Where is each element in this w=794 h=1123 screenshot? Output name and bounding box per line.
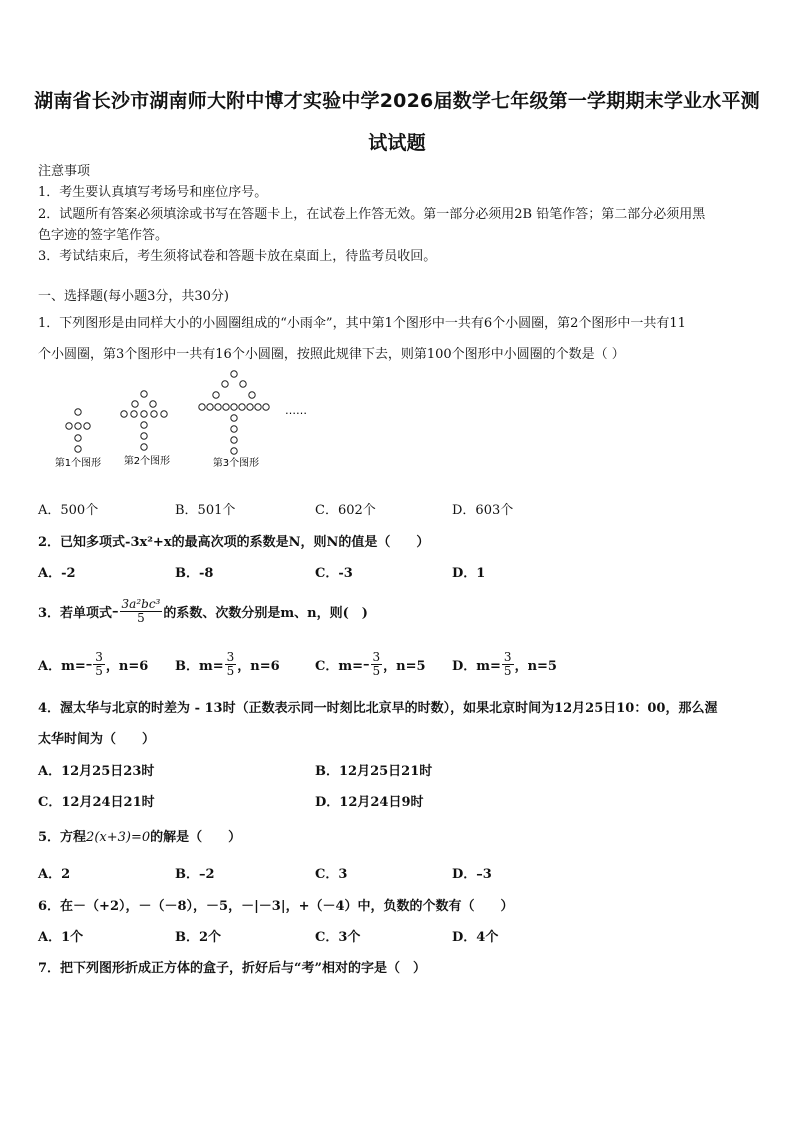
q5-option-d: D．–3 [452, 867, 492, 882]
q3-option-b-den: 5 [226, 663, 235, 678]
q3-option-c-fraction [371, 651, 383, 677]
q2-option-c: C．-3 [315, 566, 353, 581]
q4-stem-line2: 太华时间为（ ） [38, 732, 156, 747]
q1-option-c: C．602个 [315, 503, 376, 518]
q2-option-d: D．1 [452, 566, 486, 581]
q3-option-a-den: 5 [95, 663, 103, 678]
q1-stem-line1: 1．下列图形是由同样大小的小圆圈组成的“小雨伞”，其中第1个图形中一共有6个小圆圈，第2个图形中一共有11 [38, 316, 686, 331]
q4-option-d: D．12月24日9时 [315, 795, 424, 810]
q5-suffix: 的解是（ ） [150, 830, 242, 845]
exam-title-line1: 湖南省长沙市湖南师大附中博才实验中学2026届数学七年级第一学期期末学业水平测 [34, 90, 760, 112]
q5-stem [38, 826, 241, 845]
q5-option-c: C．3 [315, 867, 348, 882]
q2-stem: 2．已知多项式-3x²+x的最高次项的系数是N，则N的值是（ ） [38, 535, 430, 550]
figure-label-1: 第1个图形 [54, 458, 102, 469]
q1-option-d: D．603个 [452, 503, 514, 518]
q3-minus: – [112, 603, 119, 619]
q1-stem-line2: 个小圆圈，第3个图形中一共有16个小圆圈，按照此规律下去，则第100个图形中小圆圈的个数是（ ） [38, 347, 625, 362]
q3-option-c [315, 651, 426, 677]
q3-option-c-rest: ，n=5 [383, 658, 426, 674]
q3-option-a [38, 651, 148, 677]
q3-frac-numerator: 3a²bc³ [121, 597, 161, 611]
q5-equation: 2(x+3)=0 [86, 830, 151, 845]
q6-stem: 6．在－（+2），－（－8），－5，－|－3|，+（－4）中，负数的个数有（ ） [38, 899, 514, 914]
q3-option-b-fraction [225, 651, 237, 677]
umbrella-figures [40, 365, 340, 475]
notice-item-1: 1．考生要认真填写考场号和座位序号。 [38, 185, 268, 200]
q3-option-b-label: B．m= [175, 658, 224, 674]
q6-option-a: A．1个 [38, 930, 84, 945]
figure-label-2: 第2个图形 [123, 456, 171, 467]
q3-suffix: 的系数、次数分别是m、n，则( ) [163, 605, 368, 621]
section-heading: 一、选择题(每小题3分，共30分) [38, 289, 229, 304]
notice-item-2-cont: 色字迹的签字笔作答。 [38, 228, 169, 243]
q3-option-b-rest: ，n=6 [237, 658, 280, 674]
exam-title-line2: 试试题 [368, 132, 426, 154]
q5-option-a: A．2 [38, 867, 71, 882]
q2-option-b: B．-8 [175, 566, 214, 581]
q1-option-b: B．501个 [175, 503, 236, 518]
q5-prefix: 5．方程 [38, 830, 87, 845]
q3-option-a-sign: – [85, 656, 93, 672]
q4-option-c: C．12月24日21时 [38, 795, 155, 810]
q3-option-d-num: 3 [503, 650, 512, 664]
q3-option-c-num: 3 [372, 650, 381, 664]
q3-frac-denominator: 5 [137, 610, 145, 625]
q6-option-d: D．4个 [452, 930, 499, 945]
q3-option-c-sign: – [363, 656, 370, 672]
notice-item-3: 3．考试结束后，考生须将试卷和答题卡放在桌面上，待监考员收回。 [38, 249, 437, 264]
q3-option-a-rest: ，n=6 [105, 658, 149, 674]
q4-option-b: B．12月25日21时 [315, 764, 433, 779]
q3-option-d-den: 5 [503, 663, 512, 678]
q3-option-d-rest: ，n=5 [514, 658, 557, 674]
q3-prefix: 3．若单项式 [38, 605, 113, 621]
q3-option-c-den: 5 [372, 663, 381, 678]
q6-option-b: B．2个 [175, 930, 222, 945]
q3-option-d-fraction [502, 651, 514, 677]
q3-option-a-fraction [93, 651, 105, 677]
q4-option-a: A．12月25日23时 [38, 764, 155, 779]
q3-stem [38, 598, 368, 624]
q3-option-a-label: A．m= [38, 658, 86, 674]
q5-option-b: B．–2 [175, 867, 215, 882]
q3-option-b [175, 651, 280, 677]
q1-option-a: A．500个 [38, 503, 99, 518]
q3-option-c-label: C．m= [315, 658, 363, 674]
q3-monomial-fraction [120, 598, 163, 624]
q3-option-a-num: 3 [95, 650, 103, 664]
q3-option-d [452, 651, 557, 677]
notice-item-2: 2．试题所有答案必须填涂或书写在答题卡上，在试卷上作答无效。第一部分必须用2B 铅笔作答；第二部分必须用黑 [38, 207, 706, 222]
notice-heading: 注意事项 [38, 164, 91, 179]
q4-stem-line1: 4．渥太华与北京的时差为 - 13时（正数表示同一时刻比北京早的时数），如果北京时间为12月25日10：00，那么渥 [38, 701, 718, 716]
q2-option-a: A．-2 [38, 566, 76, 581]
q3-option-b-num: 3 [226, 650, 235, 664]
q6-option-c: C．3个 [315, 930, 361, 945]
q3-option-d-label: D．m= [452, 658, 501, 674]
q7-stem: 7．把下列图形折成正方体的盒子，折好后与“考”相对的字是（ ） [38, 961, 427, 976]
figure-ellipsis: …… [285, 404, 307, 417]
figure-label-3: 第3个图形 [212, 458, 260, 469]
